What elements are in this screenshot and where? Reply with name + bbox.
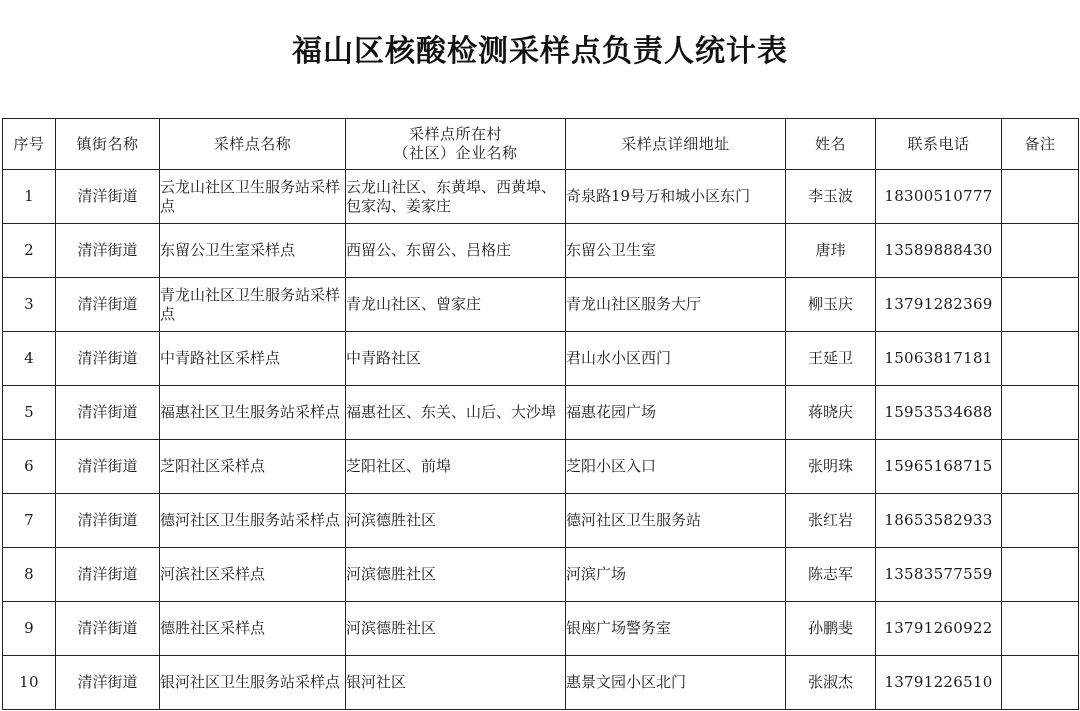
table-row [3, 440, 1079, 494]
cell-name: 张淑杰 [786, 656, 876, 710]
header-village-line2: （社区）企业名称 [393, 144, 518, 162]
cell-name: 唐玮 [786, 224, 876, 278]
table-row [3, 548, 1079, 602]
cell-site: 德胜社区采样点 [160, 602, 346, 656]
header-street: 镇街名称 [56, 119, 160, 170]
cell-address: 芝阳小区入口 [566, 440, 786, 494]
cell-address: 东留公卫生室 [566, 224, 786, 278]
cell-remark [1002, 494, 1079, 548]
table-row [3, 278, 1079, 332]
table-header [3, 119, 1079, 170]
cell-street: 清洋街道 [56, 332, 160, 386]
cell-remark [1002, 602, 1079, 656]
header-village [346, 119, 566, 170]
cell-street: 清洋街道 [56, 656, 160, 710]
cell-village: 芝阳社区、前埠 [346, 440, 566, 494]
cell-seq: 3 [3, 278, 56, 332]
cell-remark [1002, 170, 1079, 224]
cell-address: 德河社区卫生服务站 [566, 494, 786, 548]
header-phone: 联系电话 [876, 119, 1002, 170]
cell-phone: 15063817181 [876, 332, 1002, 386]
cell-name: 张红岩 [786, 494, 876, 548]
table-row [3, 224, 1079, 278]
cell-seq: 1 [3, 170, 56, 224]
cell-name: 孙鹏斐 [786, 602, 876, 656]
cell-street: 清洋街道 [56, 602, 160, 656]
cell-phone: 13791226510 [876, 656, 1002, 710]
cell-village: 银河社区 [346, 656, 566, 710]
header-seq: 序号 [3, 119, 56, 170]
cell-seq: 9 [3, 602, 56, 656]
cell-name: 陈志军 [786, 548, 876, 602]
cell-site: 中青路社区采样点 [160, 332, 346, 386]
cell-phone: 18300510777 [876, 170, 1002, 224]
cell-remark [1002, 440, 1079, 494]
cell-address: 福惠花园广场 [566, 386, 786, 440]
cell-address: 君山水小区西门 [566, 332, 786, 386]
header-site: 采样点名称 [160, 119, 346, 170]
cell-village: 中青路社区 [346, 332, 566, 386]
cell-name: 柳玉庆 [786, 278, 876, 332]
header-address: 采样点详细地址 [566, 119, 786, 170]
cell-seq: 5 [3, 386, 56, 440]
cell-village: 青龙山社区、曾家庄 [346, 278, 566, 332]
cell-remark [1002, 278, 1079, 332]
cell-phone: 13589888430 [876, 224, 1002, 278]
cell-remark [1002, 386, 1079, 440]
cell-site: 德河社区卫生服务站采样点 [160, 494, 346, 548]
cell-village: 河滨德胜社区 [346, 548, 566, 602]
cell-village: 河滨德胜社区 [346, 494, 566, 548]
cell-site: 银河社区卫生服务站采样点 [160, 656, 346, 710]
cell-remark [1002, 548, 1079, 602]
table-row [3, 656, 1079, 710]
cell-street: 清洋街道 [56, 494, 160, 548]
table-row [3, 386, 1079, 440]
table-row [3, 170, 1079, 224]
cell-address: 河滨广场 [566, 548, 786, 602]
cell-remark [1002, 656, 1079, 710]
cell-site: 云龙山社区卫生服务站采样点 [160, 170, 346, 224]
cell-seq: 7 [3, 494, 56, 548]
page-title: 福山区核酸检测采样点负责人统计表 [292, 34, 788, 69]
cell-address: 惠景文园小区北门 [566, 656, 786, 710]
cell-name: 张明珠 [786, 440, 876, 494]
cell-name: 王延卫 [786, 332, 876, 386]
cell-phone: 15953534688 [876, 386, 1002, 440]
cell-seq: 6 [3, 440, 56, 494]
cell-remark [1002, 332, 1079, 386]
header-village-line1: 采样点所在村 [408, 125, 502, 143]
cell-site: 东留公卫生室采样点 [160, 224, 346, 278]
cell-name: 李玉波 [786, 170, 876, 224]
cell-address: 奇泉路19号万和城小区东门 [566, 170, 786, 224]
cell-seq: 8 [3, 548, 56, 602]
cell-site: 河滨社区采样点 [160, 548, 346, 602]
cell-phone: 18653582933 [876, 494, 1002, 548]
table-body [3, 170, 1079, 710]
cell-street: 清洋街道 [56, 278, 160, 332]
header-row [3, 119, 1079, 170]
header-remark: 备注 [1002, 119, 1079, 170]
cell-street: 清洋街道 [56, 224, 160, 278]
table-row [3, 332, 1079, 386]
cell-site: 福惠社区卫生服务站采样点 [160, 386, 346, 440]
table-row [3, 494, 1079, 548]
cell-address: 银座广场警务室 [566, 602, 786, 656]
cell-seq: 10 [3, 656, 56, 710]
cell-site: 青龙山社区卫生服务站采样点 [160, 278, 346, 332]
cell-village: 西留公、东留公、吕格庄 [346, 224, 566, 278]
cell-street: 清洋街道 [56, 440, 160, 494]
cell-village: 云龙山社区、东黄埠、西黄埠、包家沟、姜家庄 [346, 170, 566, 224]
header-name: 姓名 [786, 119, 876, 170]
cell-village: 河滨德胜社区 [346, 602, 566, 656]
cell-street: 清洋街道 [56, 548, 160, 602]
cell-site: 芝阳社区采样点 [160, 440, 346, 494]
cell-seq: 4 [3, 332, 56, 386]
cell-seq: 2 [3, 224, 56, 278]
cell-street: 清洋街道 [56, 386, 160, 440]
cell-street: 清洋街道 [56, 170, 160, 224]
table-row [3, 602, 1079, 656]
cell-address: 青龙山社区服务大厅 [566, 278, 786, 332]
cell-phone: 13583577559 [876, 548, 1002, 602]
cell-remark [1002, 224, 1079, 278]
cell-name: 蒋晓庆 [786, 386, 876, 440]
cell-village: 福惠社区、东关、山后、大沙埠 [346, 386, 566, 440]
cell-phone: 13791282369 [876, 278, 1002, 332]
cell-phone: 13791260922 [876, 602, 1002, 656]
cell-phone: 15965168715 [876, 440, 1002, 494]
statistics-table [2, 118, 1079, 710]
